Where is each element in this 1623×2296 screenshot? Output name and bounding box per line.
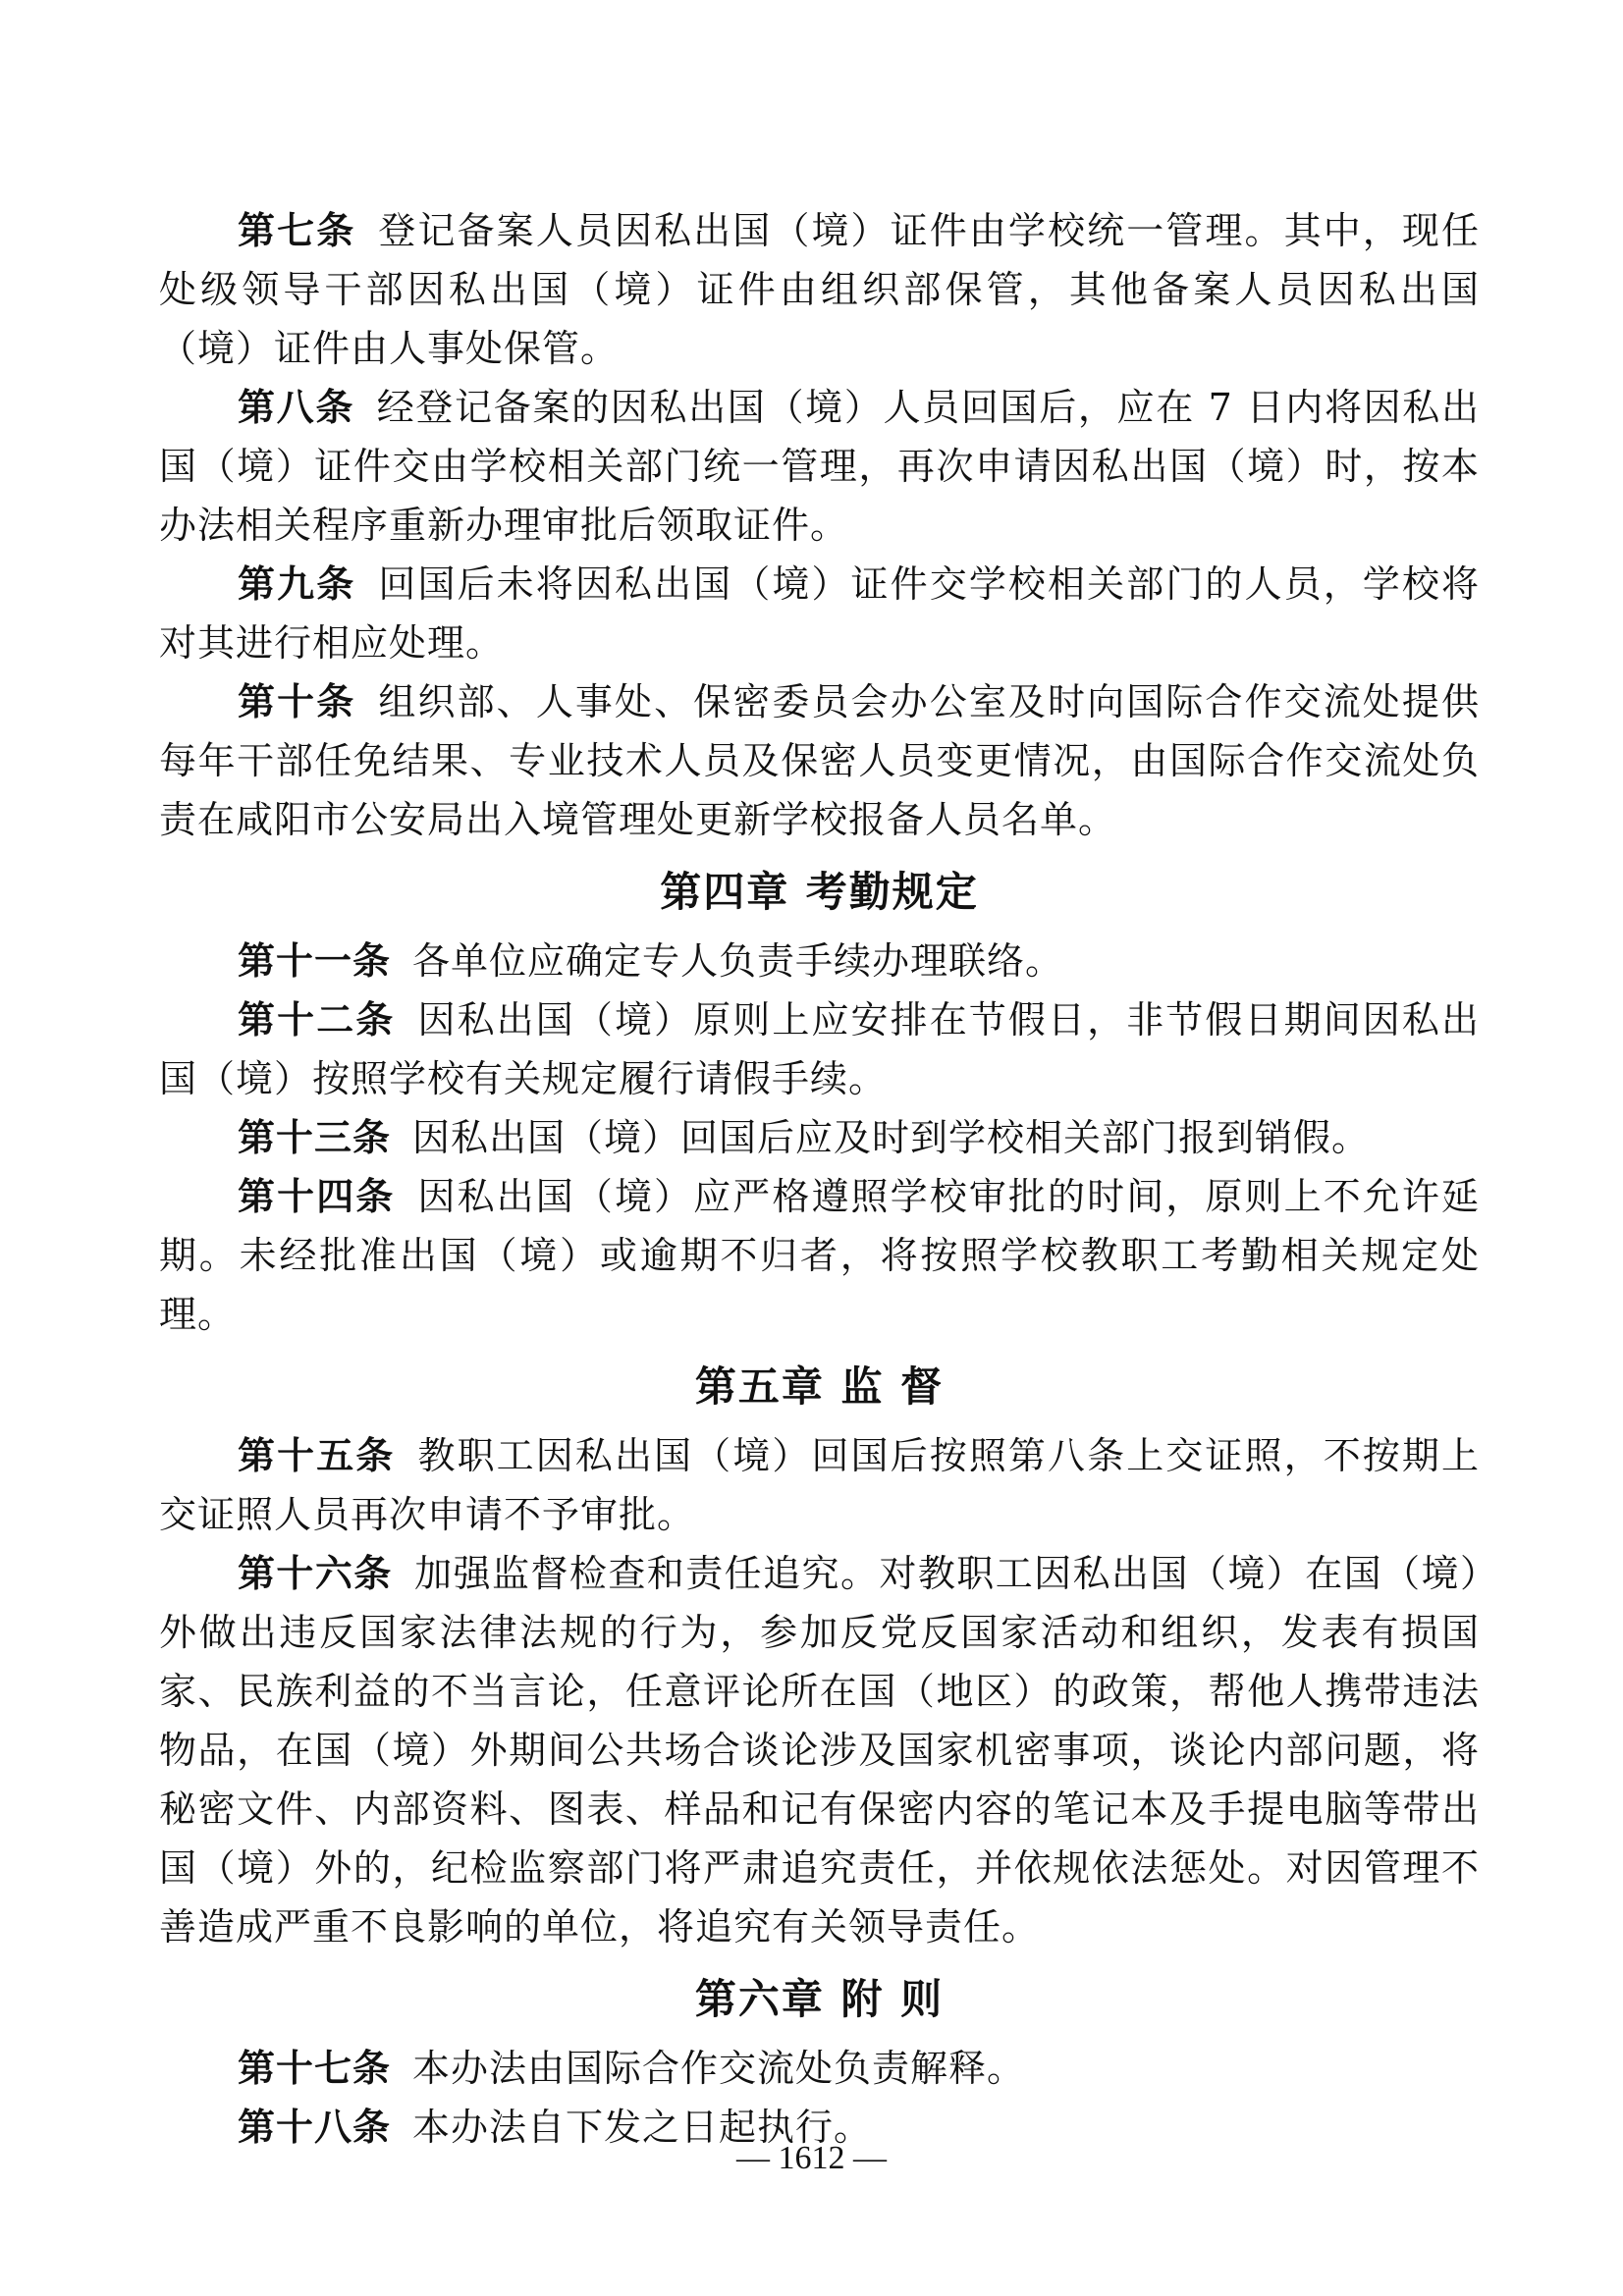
- chapter-heading-4: 第四章 考勤规定: [660, 868, 979, 916]
- article-text: 回国后未将因私出国（境）证件交学校相关部门的人员，学校将对其进行相应处理。: [159, 562, 1480, 665]
- article-text: 各单位应确定专人负责手续办理联络。: [412, 939, 1064, 983]
- article-text: 因私出国（境）应严格遵照学校审批的时间，原则上不允许延期。未经批准出国（境）或逾期不归者，将按照学校教职工考勤相关规定处理。: [159, 1175, 1480, 1336]
- article-label: 第十条: [238, 680, 356, 723]
- article-label: 第十一条: [238, 939, 392, 983]
- article-label: 第十五条: [238, 1434, 396, 1477]
- article-13: [159, 1108, 1480, 1167]
- article-label: 第八条: [238, 386, 355, 429]
- article-text: 因私出国（境）回国后应及时到学校相关部门报到销假。: [412, 1116, 1371, 1159]
- article-text: 组织部、人事处、保密委员会办公室及时向国际合作交流处提供每年干部任免结果、专业技术人员及保密人员变更情况，由国际合作交流处负责在咸阳市公安局出入境管理处更新学校报备人员名单。: [159, 680, 1480, 841]
- article-16: [159, 1544, 1480, 1956]
- article-label: 第九条: [238, 562, 356, 606]
- article-10: [159, 672, 1480, 849]
- article-12: [159, 990, 1480, 1108]
- article-15: [159, 1426, 1480, 1544]
- article-text: 加强监督检查和责任追究。对教职工因私出国（境）在国（境）外做出违反国家法律法规的行为，参加反党反国家活动和组织，发表有损国家、民族利益的不当言论，任意评论所在国（地区）的政策，帮他人携带违法物品，在国（境）外期间公共场合谈论涉及国家机密事项，谈论内部问题，将秘密文件、内部资料、图表、样品和记有保密内容的笔记本及手提电脑等带出国（境）外的，纪检监察部门将严肃追究责任，并依规依法惩处。对因管理不善造成严重不良影响的单位，将追究有关领导责任。: [159, 1552, 1480, 1949]
- article-text: 教职工因私出国（境）回国后按照第八条上交证照，不按期上交证照人员再次申请不予审批。: [159, 1434, 1480, 1536]
- article-9: [159, 555, 1480, 672]
- article-label: 第十七条: [238, 2047, 392, 2090]
- article-label: 第十四条: [238, 1175, 396, 1218]
- article-label: 第十三条: [238, 1116, 392, 1159]
- article-label: 第十六条: [238, 1552, 393, 1595]
- article-11: [159, 932, 1480, 990]
- article-text: 本办法自下发之日起执行。: [412, 2106, 873, 2149]
- document-body: [159, 201, 1480, 2157]
- article-label: 第七条: [238, 209, 356, 252]
- article-text: 本办法由国际合作交流处负责解释。: [412, 2047, 1026, 2090]
- article-label: 第十八条: [238, 2106, 392, 2149]
- article-17: [159, 2039, 1480, 2098]
- article-7: [159, 201, 1480, 378]
- chapter-heading-6: 第六章 附 则: [694, 1975, 945, 2023]
- article-14: [159, 1167, 1480, 1344]
- article-label: 第十二条: [238, 998, 396, 1041]
- article-text: 登记备案人员因私出国（境）证件由学校统一管理。其中，现任处级领导干部因私出国（境）证件由组织部保管，其他备案人员因私出国（境）证件由人事处保管。: [159, 209, 1480, 370]
- page-number: — 1612 —: [736, 2140, 887, 2176]
- chapter-heading-5: 第五章 监 督: [694, 1362, 945, 1411]
- article-8: [159, 378, 1480, 555]
- article-text: 因私出国（境）原则上应安排在节假日，非节假日期间因私出国（境）按照学校有关规定履行请假手续。: [159, 998, 1480, 1100]
- article-text: 经登记备案的因私出国（境）人员回国后，应在 7 日内将因私出国（境）证件交由学校相关部门统一管理，再次申请因私出国（境）时，按本办法相关程序重新办理审批后领取证件。: [159, 386, 1480, 547]
